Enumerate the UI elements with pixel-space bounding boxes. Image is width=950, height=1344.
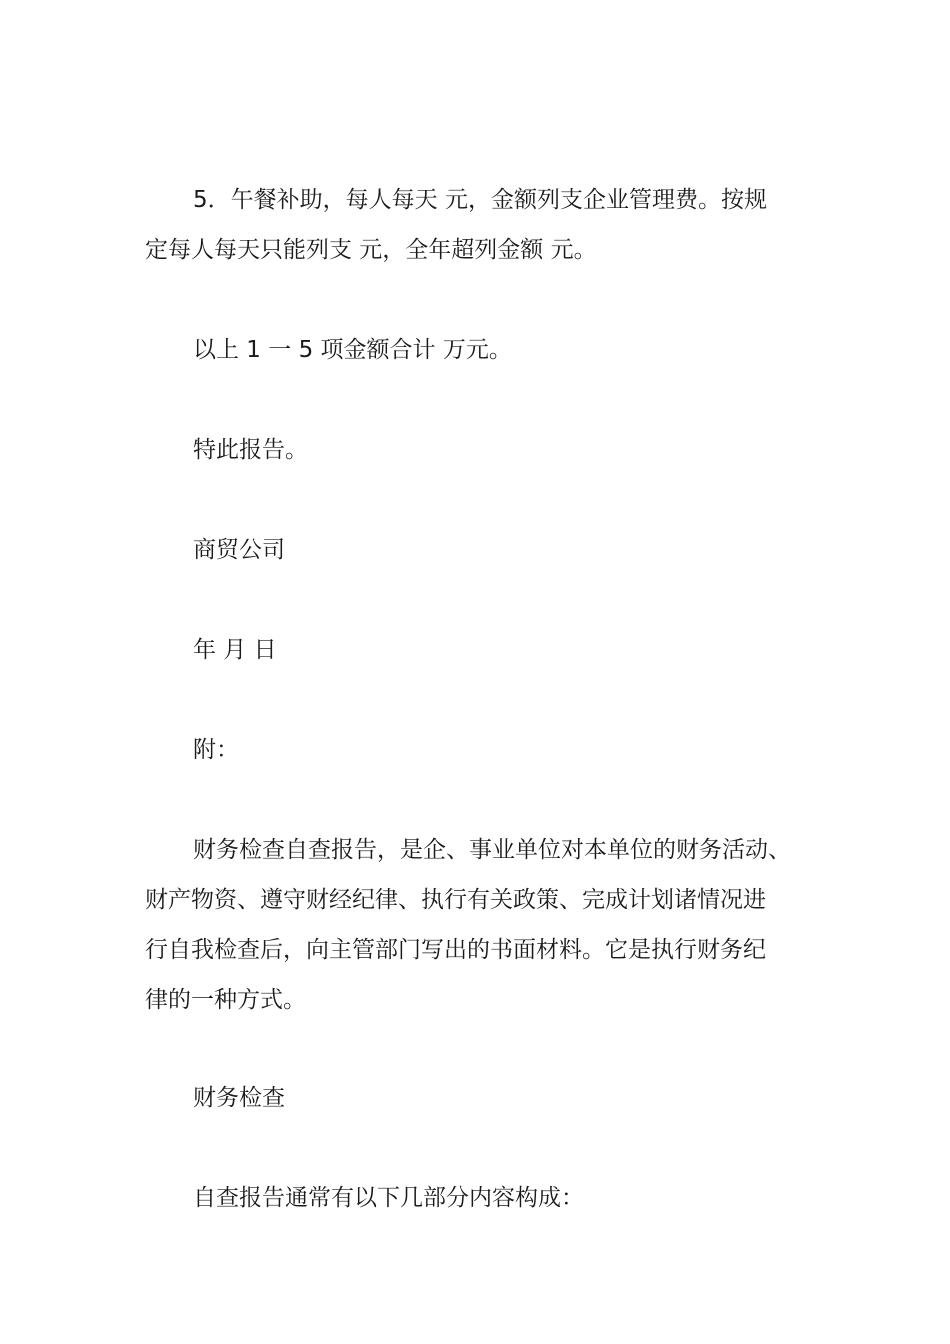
paragraph-date (145, 625, 835, 675)
paragraph-lunch-subsidy (145, 175, 835, 275)
text-line: 财务检查自查报告，是企、事业单位对本单位的财务活动、 (193, 837, 791, 863)
text-line: 5．午餐补助，每人每天 元，金额列支企业管理费。按规 (193, 187, 767, 213)
paragraph-company-name (145, 525, 835, 575)
text-line: 附： (193, 737, 239, 763)
text-line: 以上 1 一 5 项金额合计 万元。 (193, 337, 512, 363)
paragraph-financial-inspection (145, 1073, 835, 1123)
text-line: 定每人每天只能列支 元，全年超列金额 元。 (145, 237, 597, 263)
text-line: 年 月 日 (193, 637, 277, 663)
paragraph-definition (145, 825, 835, 1025)
paragraph-total-amount (145, 325, 835, 375)
text-line: 律的一种方式。 (145, 987, 306, 1013)
text-line: 特此报告。 (193, 437, 308, 463)
paragraph-appendix-label (145, 725, 835, 775)
text-line: 自查报告通常有以下几部分内容构成： (193, 1185, 584, 1211)
paragraph-structure-intro (145, 1173, 835, 1223)
text-line: 商贸公司 (193, 537, 285, 563)
text-line: 财务检查 (193, 1085, 285, 1111)
text-line: 财产物资、遵守财经纪律、执行有关政策、完成计划诸情况进 (145, 887, 766, 913)
paragraph-report-closing (145, 425, 835, 475)
text-line: 行自我检查后，向主管部门写出的书面材料。它是执行财务纪 (145, 937, 766, 963)
